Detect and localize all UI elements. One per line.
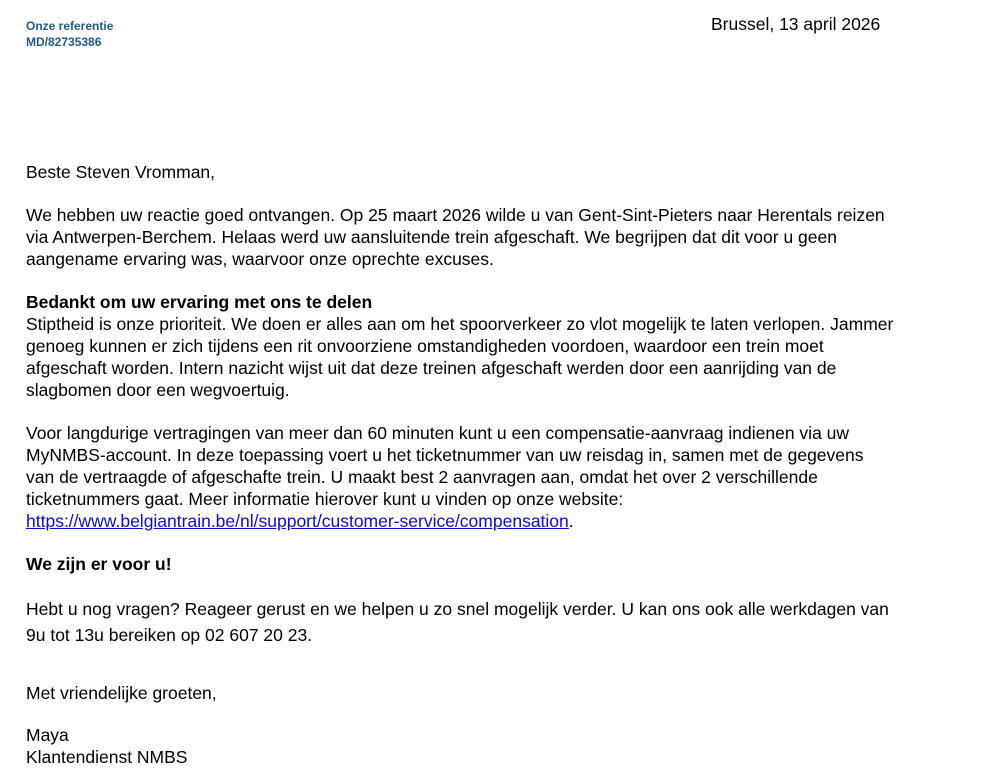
section-heading: Bedankt om uw ervaring met ons te delen (26, 292, 373, 312)
intro-paragraph (26, 204, 976, 270)
signature-department: Klantendienst NMBS (26, 747, 188, 767)
section-heading: We zijn er voor u! (26, 554, 172, 574)
experience-section (26, 291, 976, 401)
compensation-paragraph (26, 422, 976, 532)
signature (26, 724, 976, 768)
reference-block (26, 18, 113, 50)
compensation-link[interactable]: https://www.belgiantrain.be/nl/support/customer-service/compensation (26, 511, 569, 531)
contact-line: Hebt u nog vragen? Reageer gerust en we helpen u zo snel mogelijk verder. U kan ons ook alle werkdagen van (26, 599, 889, 619)
compensation-line: Voor langdurige vertragingen van meer dan 60 minuten kunt u een compensatie-aanvraag indienen via uw (26, 423, 850, 443)
signature-name: Maya (26, 725, 69, 745)
compensation-link-line (26, 510, 976, 532)
section-line: Stiptheid is onze prioriteit. We doen er alles aan om het spoorverkeer zo vlot mogelijk te laten verlopen. Jammer (26, 314, 894, 334)
reference-number: MD/82735386 (26, 35, 102, 49)
intro-line: via Antwerpen-Berchem. Helaas werd uw aansluitende trein afgeschaft. We begrijpen dat dit voor u geen (26, 227, 837, 247)
intro-line: We hebben uw reactie goed ontvangen. Op 25 maart 2026 wilde u van Gent-Sint-Pieters naar Herentals reizen (26, 205, 885, 225)
spacer (26, 648, 976, 682)
spacer (26, 532, 976, 553)
intro-line: aangename ervaring was, waarvoor onze oprechte excuses. (26, 249, 494, 269)
spacer (26, 401, 976, 422)
compensation-line: ticketnummers gaat. Meer informatie hierover kunt u vinden op onze website: (26, 489, 624, 509)
closing: Met vriendelijke groeten, (26, 683, 217, 703)
compensation-line: MyNMBS-account. In deze toepassing voert u het ticketnummer van uw reisdag in, samen met de gegevens (26, 445, 864, 465)
letter-body (26, 161, 976, 768)
compensation-line: van de vertraagde of afgeschafte trein. U maakt best 2 aanvragen aan, omdat het over 2 verschillende (26, 467, 818, 487)
link-suffix: . (568, 511, 574, 531)
spacer (26, 183, 976, 204)
section-line: genoeg kunnen er zich tijdens een rit onvoorziene omstandigheden voordoen, waardoor een trein moet (26, 336, 824, 356)
contact-section (26, 553, 976, 648)
spacer (26, 270, 976, 291)
section-line: afgeschaft worden. Intern nazicht wijst uit dat deze treinen afgeschaft werden door een aanrijding van de (26, 358, 837, 378)
section-line: slagbomen door een wegvoertuig. (26, 380, 290, 400)
contact-line: 9u tot 13u bereiken op 02 607 20 23. (26, 625, 313, 645)
reference-label: Onze referentie (26, 19, 114, 33)
spacer (26, 704, 976, 724)
letter-date: Brussel, 13 april 2026 (711, 14, 881, 34)
salutation: Beste Steven Vromman, (26, 162, 216, 182)
